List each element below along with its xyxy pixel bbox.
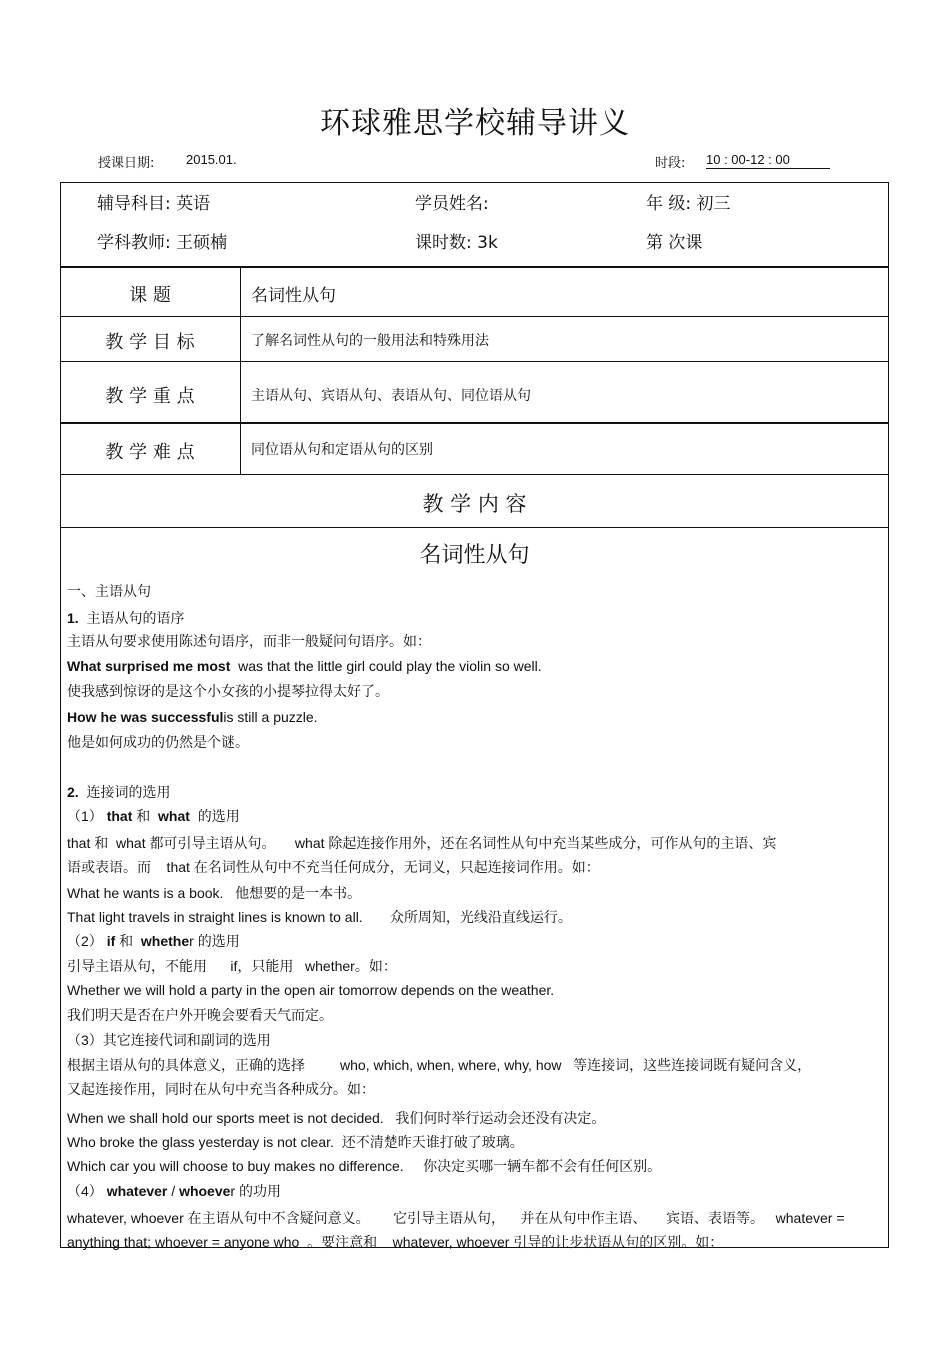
bold-text: How he was successful — [67, 709, 224, 725]
content-line — [67, 608, 184, 628]
text-segment: anything that; whoever = anyone who 。要注意和 whatever, whoever 引导的让步状语从句的区别。如： — [67, 1234, 724, 1250]
divider — [60, 361, 889, 362]
text-segment: whatever, whoever 在主语从句中不含疑问意义。 它引导主语从句， 并在从句中作主语、 宾语、表语等。 whatever = — [67, 1210, 845, 1226]
date-label: 授课日期: — [98, 156, 155, 171]
goal-label: 教 学 目 标 — [105, 332, 195, 353]
time-value: 10 : 00-12 : 00 — [706, 152, 830, 169]
text-segment: 又起连接作用，同时在从句中充当各种成分。如： — [67, 1081, 375, 1097]
content-title: 名词性从句 — [419, 543, 530, 568]
text-segment: 连接词的选用 — [78, 784, 171, 800]
divider — [60, 474, 889, 475]
content-line — [67, 907, 572, 927]
date-value: 2015.01. — [186, 152, 237, 167]
content-line — [67, 982, 554, 998]
content-line — [67, 1005, 333, 1025]
divider — [60, 316, 889, 317]
content-line — [67, 1030, 271, 1050]
text-segment: Which car you will choose to buy makes no difference. 你决定买哪一辆车都不会有任何区别。 — [67, 1158, 662, 1174]
focus-value: 主语从句、宾语从句、表语从句、同位语从句 — [251, 388, 531, 404]
text-segment: （2） — [67, 933, 107, 949]
text-segment: （3）其它连接代词和副词的选用 — [67, 1032, 271, 1048]
bold-text: whoeve — [179, 1183, 231, 1199]
text-segment: / — [167, 1183, 180, 1199]
text-segment: 主语从句的语序 — [78, 610, 185, 626]
text-segment: is still a puzzle. — [223, 709, 318, 725]
text-segment: 使我感到惊讶的是这个小女孩的小提琴拉得太好了。 — [67, 683, 389, 699]
text-segment: That light travels in straight lines is known to all. 众所周知，光线沿直线运行。 — [67, 909, 572, 925]
bold-text: whatever — [106, 1183, 168, 1199]
content-line — [67, 681, 389, 701]
topic-label: 课 题 — [129, 285, 171, 306]
content-line — [67, 732, 249, 752]
content-line — [67, 931, 240, 951]
text-segment: 和 — [115, 933, 141, 949]
text-segment: （4） — [67, 1183, 107, 1199]
content-line — [67, 581, 151, 601]
divider — [60, 527, 889, 528]
content-line — [67, 1181, 281, 1201]
content-line — [67, 709, 318, 725]
text-segment: 他是如何成功的仍然是个谜。 — [67, 734, 249, 750]
content-line — [67, 631, 431, 651]
content-line — [67, 1132, 524, 1152]
text-segment: 根据主语从句的具体意义，正确的选择 who, which, when, where, why, how 等连接词，这些连接词既有疑问含义， — [67, 1057, 812, 1073]
page-title: 环球雅思学校辅导讲义 — [320, 106, 630, 141]
bold-text: 1. — [67, 610, 79, 626]
text-segment: What he wants is a book. 他想要的是一本书。 — [67, 885, 362, 901]
text-segment: 引导主语从句，不能用 if，只能用 whether。如： — [67, 958, 397, 974]
text-segment: 一、主语从句 — [67, 583, 151, 599]
bold-text: What surprised me most — [67, 658, 231, 674]
content-line — [67, 1208, 845, 1228]
goal-value: 了解名词性从句的一般用法和特殊用法 — [251, 333, 489, 349]
text-segment: 我们明天是否在户外开晚会要看天气而定。 — [67, 1007, 333, 1023]
content-line — [67, 1079, 375, 1099]
text-segment: When we shall hold our sports meet is not decided. 我们何时举行运动会还没有决定。 — [67, 1110, 606, 1126]
difficulty-label: 教 学 难 点 — [105, 442, 195, 463]
content-line — [67, 1232, 723, 1252]
hours-field: 课时数: 3k — [415, 233, 498, 253]
bold-text: that — [106, 808, 133, 824]
content-line — [67, 883, 361, 903]
section-header: 教 学 内 容 — [422, 492, 527, 516]
content-line — [67, 956, 397, 976]
column-divider — [240, 267, 241, 474]
topic-value: 名词性从句 — [251, 286, 336, 306]
content-line — [67, 857, 600, 877]
text-segment: 语或表语。而 that 在名词性从句中不充当任何成分，无词义，只起连接词作用。如： — [67, 859, 600, 875]
text-segment: 主语从句要求使用陈述句语序，而非一般疑问句语序。如： — [67, 633, 431, 649]
text-segment: r 的选用 — [189, 933, 240, 949]
divider — [60, 266, 889, 268]
content-line — [67, 782, 170, 802]
time-label: 时段: — [655, 156, 686, 171]
text-segment: 和 — [132, 808, 159, 824]
focus-label: 教 学 重 点 — [105, 386, 195, 407]
text-segment: r 的功用 — [230, 1183, 281, 1199]
text-segment: was that the little girl could play the violin so well. — [230, 658, 542, 674]
text-segment: （1） — [67, 808, 107, 824]
bold-text: if — [106, 933, 116, 949]
content-line — [67, 1108, 605, 1128]
content-line — [67, 806, 240, 826]
text-segment: 的选用 — [189, 808, 240, 824]
content-line — [67, 1055, 811, 1075]
text-segment: Who broke the glass yesterday is not clear. 还不清楚昨天谁打破了玻璃。 — [67, 1134, 524, 1150]
text-segment: that 和 what 都可引导主语从句。 what 除起连接作用外，还在名词性从句中充当某些成分，可作从句的主语、宾 — [67, 835, 777, 851]
bold-text: 2. — [67, 784, 79, 800]
content-line — [67, 658, 542, 674]
content-line — [67, 833, 776, 853]
lesson-number-field: 第 次课 — [646, 233, 703, 253]
student-name-field: 学员姓名: — [415, 194, 489, 214]
content-line — [67, 1156, 661, 1176]
teacher-field: 学科教师: 王硕楠 — [97, 233, 228, 253]
bold-text: what — [158, 808, 190, 824]
divider — [60, 422, 889, 424]
difficulty-value: 同位语从句和定语从句的区别 — [251, 442, 433, 458]
text-segment: Whether we will hold a party in the open air tomorrow depends on the weather. — [67, 982, 555, 998]
bold-text: whethe — [140, 933, 190, 949]
subject-field: 辅导科目: 英语 — [97, 194, 211, 214]
grade-field: 年 级: 初三 — [646, 194, 731, 214]
